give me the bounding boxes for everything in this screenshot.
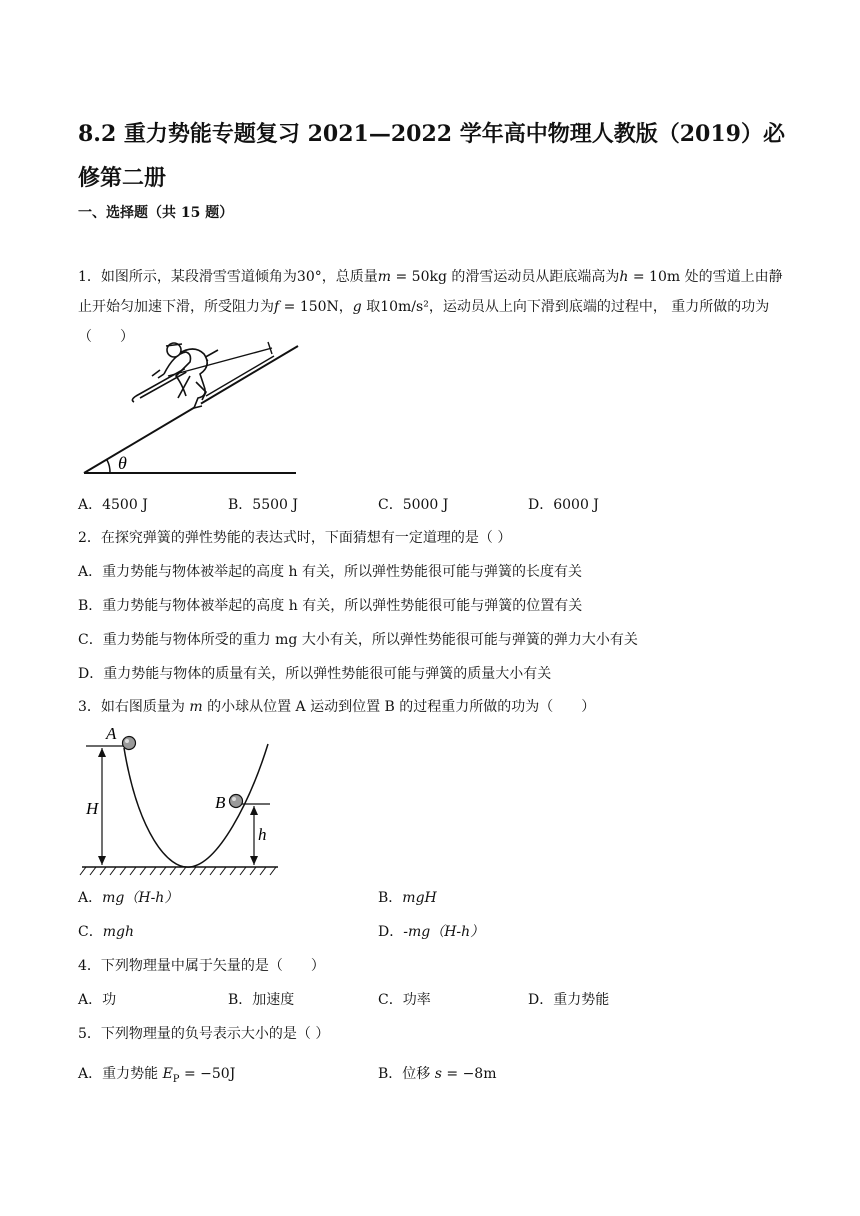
q1-option-a[interactable]: A．4500 J xyxy=(78,497,148,513)
skier-slope-figure xyxy=(78,336,308,482)
q2-option-c[interactable]: C．重力势能与物体所受的重力 mg 大小有关，所以弹性势能很可能与弹簧的弹力大小有关 xyxy=(78,632,638,648)
q3-option-d[interactable]: D．-mg（H-h） xyxy=(378,924,485,940)
question-3-stem: 3．如右图质量为 m 的小球从位置 A 运动到位置 B 的过程重力所做的功为（ ） xyxy=(78,699,596,715)
question-2-stem: 2．在探究弹簧的弹性势能的表达式时，下面猜想有一定道理的是（ ） xyxy=(78,530,512,546)
q2-option-d[interactable]: D．重力势能与物体的质量有关，所以弹性势能很可能与弹簧的质量大小有关 xyxy=(78,666,552,682)
q3-option-c[interactable]: C．mgh xyxy=(78,924,134,940)
label-h: h xyxy=(258,825,267,844)
document-title: 8.2 重力势能专题复习 2021—2022 学年高中物理人教版（2019）必修第二册 xyxy=(78,121,785,191)
q5-option-a[interactable]: A．重力势能 $E_P = -50J$ xyxy=(78,1066,236,1085)
q4-option-c[interactable]: C．功率 xyxy=(378,992,431,1008)
section-heading: 一、选择题（共 15 题） xyxy=(78,205,234,221)
label-H: H xyxy=(86,799,99,818)
q1-option-b[interactable]: B．5500 J xyxy=(228,497,298,513)
question-4-stem: 4．下列物理量中属于矢量的是（ ） xyxy=(78,958,325,974)
q3-option-b[interactable]: B．mgH xyxy=(378,890,437,906)
q4-option-d[interactable]: D．重力势能 xyxy=(528,992,610,1008)
label-B: B xyxy=(215,793,226,812)
q2-option-a[interactable]: A．重力势能与物体被举起的高度 h 有关，所以弹性势能很可能与弹簧的长度有关 xyxy=(78,564,583,580)
q4-option-b[interactable]: B．加速度 xyxy=(228,992,295,1008)
question-5-stem: 5．下列物理量的负号表示大小的是（ ） xyxy=(78,1026,330,1042)
label-A: A xyxy=(106,724,117,743)
ball-track-figure xyxy=(78,722,288,880)
question-1-stem: 1．如图所示，某段滑雪雪道倾角为30°，总质量m = 50kg 的滑雪运动员从距底端高为h = 10m 处的雪道上由静止开始匀加速下滑，所受阻力为f = 150N，g 取10m/s²，运动员从上向下滑到底端的过程中， 重力所做的功为（ ） xyxy=(78,269,783,345)
q1-option-c[interactable]: C．5000 J xyxy=(378,497,449,513)
q1-option-d[interactable]: D．6000 J xyxy=(528,497,599,513)
q2-option-b[interactable]: B．重力势能与物体被举起的高度 h 有关，所以弹性势能很可能与弹簧的位置有关 xyxy=(78,598,583,614)
q3-option-a[interactable]: A．mg（H-h） xyxy=(78,890,179,906)
q5-option-b[interactable]: B．位移 s = −8m xyxy=(378,1066,497,1082)
angle-theta-label: θ xyxy=(118,453,127,473)
q4-option-a[interactable]: A．功 xyxy=(78,992,117,1008)
